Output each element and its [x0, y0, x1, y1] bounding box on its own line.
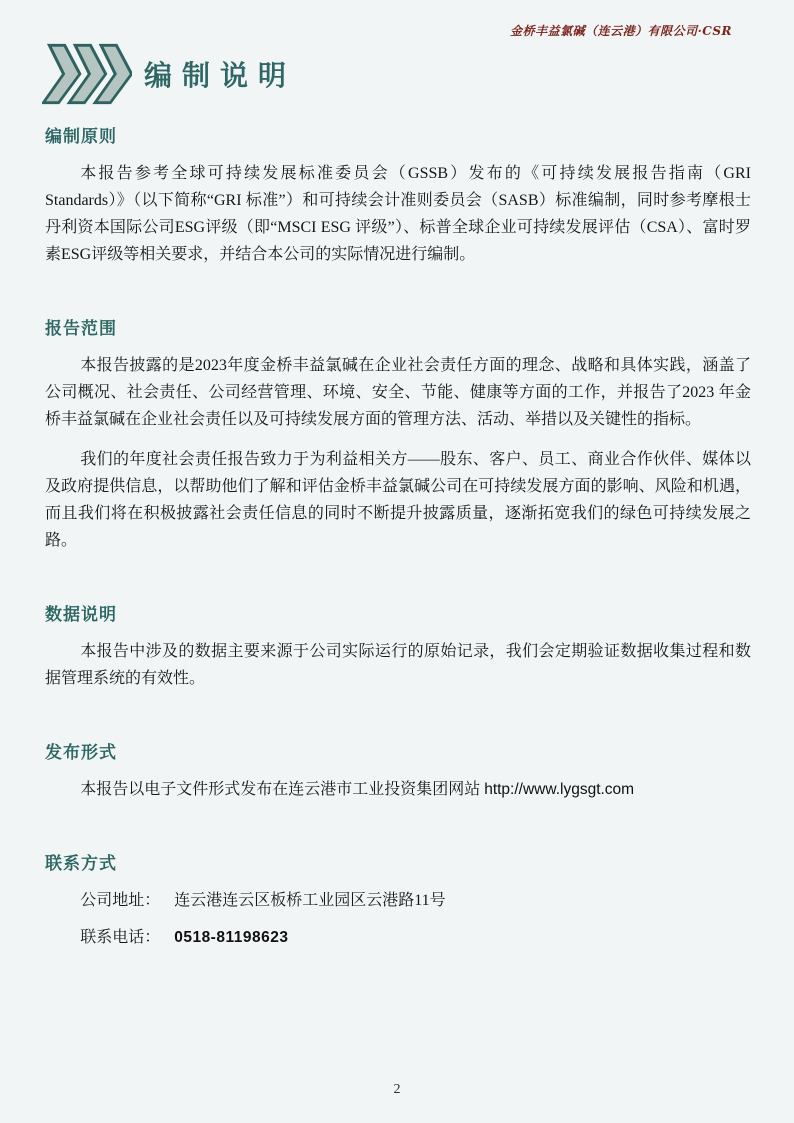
- section-compilation-principles: [45, 126, 751, 268]
- triple-chevron-icon: [42, 42, 132, 106]
- section-heading-scope: 报告范围: [45, 319, 117, 338]
- page-title: 编制说明: [144, 60, 297, 91]
- paragraph-scope-2: 我们的年度社会责任报告致力于为利益相关方——股东、客户、员工、商业合作伙伴、媒体以及政府提供信息，以帮助他们了解和评估金桥丰益氯碱公司在可持续发展方面的影响、风险和机遇，而且我们将在积极披露社会责任信息的同时不断提升披露质量，逐渐拓宽我们的绿色可持续发展之路。: [45, 451, 751, 549]
- section-data-notes: [45, 604, 751, 692]
- page-footer: [0, 1082, 794, 1098]
- contact-phone-row: [45, 924, 751, 951]
- section-contact: [45, 853, 751, 951]
- address-label: 公司地址：: [80, 892, 161, 909]
- section-heading-contact: 联系方式: [45, 854, 117, 873]
- section-heading-data: 数据说明: [45, 605, 117, 624]
- paragraph-principles-1: 本报告参考全球可持续发展标准委员会（GSSB）发布的《可持续发展报告指南（GRI Standards）》（以下简称“GRI 标准”）和可持续会计准则委员会（SASB）标准编制，同时参考摩根士丹利资本国际公司ESG评级（即“MSCI ESG 评级”）、标普全球企业可持续发展评估（CSA）、富时罗素ESG评级等相关要求，并结合本公司的实际情况进行编制。: [45, 165, 751, 263]
- contact-address-row: [45, 887, 751, 914]
- publication-text: 本报告以电子文件形式发布在连云港市工业投资集团网站: [80, 781, 481, 798]
- page-number: 2: [393, 1082, 401, 1097]
- section-publication-form: [45, 742, 751, 803]
- section-report-scope: [45, 318, 751, 554]
- address-value: 连云港连云区板桥工业园区云港路11号: [174, 892, 446, 909]
- website-url-link[interactable]: http://www.lygsgt.com: [484, 781, 635, 798]
- paragraph-data-1: 本报告中涉及的数据主要来源于公司实际运行的原始记录，我们会定期验证数据收集过程和数据管理系统的有效性。: [45, 643, 751, 687]
- section-heading-principles: 编制原则: [45, 127, 117, 146]
- page-header: [510, 22, 732, 39]
- document-content: [45, 126, 751, 961]
- section-heading-publication: 发布形式: [45, 743, 117, 762]
- phone-value: 0518-81198623: [174, 929, 289, 946]
- paragraph-scope-1: 本报告披露的是2023年度金桥丰益氯碱在企业社会责任方面的理念、战略和具体实践，涵盖了公司概况、社会责任、公司经营管理、环境、安全、节能、健康等方面的工作，并报告了2023 年金桥丰益氯碱在企业社会责任以及可持续发展方面的管理方法、活动、举措以及关键性的指标。: [45, 357, 751, 428]
- phone-label: 联系电话：: [80, 929, 161, 946]
- chapter-title-row: [42, 42, 296, 106]
- paragraph-publication: [45, 776, 751, 803]
- company-name-header: 金桥丰益氯碱（连云港）有限公司·CSR: [510, 24, 732, 38]
